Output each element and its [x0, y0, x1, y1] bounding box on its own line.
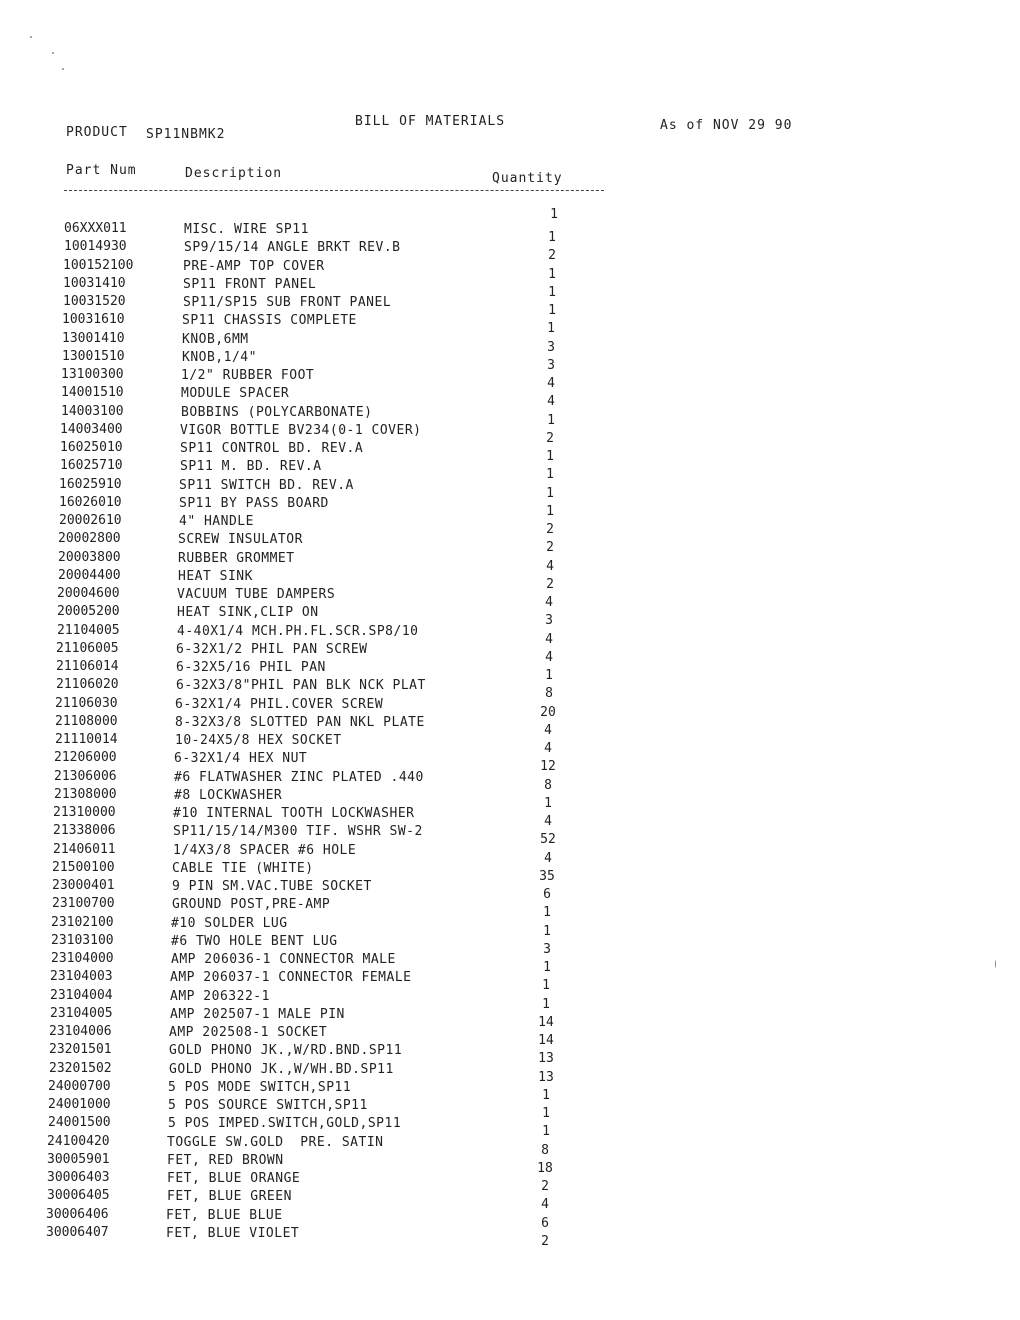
- table-row: [0, 531, 1020, 556]
- part-number-cell: 16025710: [60, 458, 123, 474]
- description-cell: 4" HANDLE: [179, 514, 254, 529]
- table-row: [0, 1188, 1020, 1213]
- table-row: [0, 1133, 1020, 1158]
- table-row: [0, 951, 1020, 975]
- quantity-cell: 18: [537, 1160, 553, 1176]
- quantity-cell: 1: [548, 303, 556, 318]
- table-row: [0, 586, 1020, 610]
- part-number-cell: 23104005: [50, 1005, 113, 1021]
- quantity-cell: 1: [543, 905, 551, 921]
- table-row: [0, 312, 1020, 337]
- description-cell: 6-32X1/2 PHIL PAN SCREW: [176, 641, 368, 657]
- description-cell: 6-32X5/16 PHIL PAN: [176, 660, 326, 675]
- quantity-cell: 1: [542, 1124, 550, 1140]
- table-row: [0, 859, 1020, 884]
- quantity-cell: 4: [544, 814, 552, 829]
- quantity-cell: 52: [540, 832, 556, 848]
- quantity-cell: 8: [545, 686, 553, 702]
- product-code: SP11NBMK2: [146, 127, 226, 142]
- table-row: [0, 732, 1020, 756]
- description-cell: SCREW INSULATOR: [178, 532, 303, 548]
- quantity-cell: 4: [544, 741, 552, 756]
- quantity-cell: 1: [550, 207, 558, 222]
- table-row: [0, 677, 1020, 702]
- table-row: [0, 221, 1020, 245]
- description-cell: #6 TWO HOLE BENT LUG: [171, 933, 338, 949]
- quantity-cell: 1: [546, 467, 554, 483]
- quantity-cell: 1: [543, 960, 551, 975]
- table-row: [0, 476, 1020, 501]
- description-cell: HEAT SINK,CLIP ON: [177, 605, 319, 621]
- part-number-cell: 21106020: [56, 677, 119, 693]
- quantity-cell: 2: [541, 1233, 549, 1249]
- quantity-cell: 4: [541, 1197, 549, 1213]
- description-cell: AMP 202508-1 SOCKET: [169, 1025, 328, 1040]
- table-row: [0, 1115, 1020, 1140]
- table-row: [0, 421, 1020, 446]
- quantity-cell: 4: [547, 394, 555, 410]
- table-row: [0, 385, 1020, 410]
- table-row: [0, 275, 1020, 300]
- part-number-cell: 21406011: [53, 841, 116, 857]
- quantity-cell: 1: [542, 978, 550, 994]
- quantity-cell: 1: [545, 668, 553, 683]
- description-cell: KNOB,1/4": [182, 349, 257, 365]
- table-row: [0, 1151, 1020, 1176]
- table-row: [0, 1206, 1020, 1231]
- description-cell: AMP 202507-1 MALE PIN: [170, 1006, 345, 1022]
- description-cell: TOGGLE SW.GOLD PRE. SATIN: [167, 1134, 384, 1150]
- part-number-cell: 16026010: [59, 494, 122, 510]
- quantity-cell: 2: [546, 430, 554, 446]
- part-number-cell: 21206000: [54, 750, 117, 766]
- description-cell: SP9/15/14 ANGLE BRKT REV.B: [184, 240, 401, 256]
- quantity-cell: 3: [543, 941, 551, 957]
- table-row: [0, 1060, 1020, 1085]
- description-cell: 5 POS SOURCE SWITCH,SP11: [168, 1098, 368, 1113]
- part-number-cell: 24001000: [48, 1097, 111, 1112]
- column-header-part: Part Num: [66, 163, 137, 178]
- quantity-cell: 4: [544, 722, 552, 738]
- quantity-cell: 4: [546, 558, 554, 574]
- quantity-cell: 1: [547, 321, 555, 337]
- quantity-cell: 1: [544, 795, 552, 811]
- quantity-cell: 1: [542, 996, 550, 1012]
- quantity-cell: 4: [544, 850, 552, 866]
- quantity-cell: 14: [538, 1014, 554, 1030]
- description-cell: #10 INTERNAL TOOTH LOCKWASHER: [173, 806, 415, 821]
- table-row: [0, 914, 1020, 939]
- description-cell: 4-40X1/4 MCH.PH.FL.SCR.SP8/10: [177, 623, 419, 639]
- description-cell: GOLD PHONO JK.,W/WH.BD.SP11: [169, 1061, 394, 1077]
- part-number-cell: 21106030: [55, 695, 118, 711]
- description-cell: 5 POS MODE SWITCH,SP11: [168, 1079, 352, 1095]
- table-row: [0, 1078, 1020, 1103]
- scan-speck: [62, 68, 64, 70]
- description-cell: RUBBER GROMMET: [178, 550, 295, 566]
- table-row: [0, 823, 1020, 848]
- part-number-cell: 13001510: [62, 348, 125, 364]
- part-number-cell: 13001410: [62, 330, 125, 346]
- table-row: [0, 330, 1020, 355]
- quantity-cell: 3: [545, 613, 553, 629]
- table-row: [0, 294, 1020, 318]
- table-row: [0, 403, 1020, 428]
- table-row: [0, 513, 1020, 537]
- table-row: [0, 659, 1020, 683]
- part-number-cell: 21308000: [54, 786, 117, 802]
- quantity-cell: 2: [548, 248, 556, 264]
- part-number-cell: 21108000: [55, 713, 118, 729]
- description-cell: VACUUM TUBE DAMPERS: [177, 587, 336, 602]
- description-cell: #8 LOCKWASHER: [174, 787, 283, 803]
- quantity-cell: 1: [546, 485, 554, 501]
- quantity-cell: 1: [548, 266, 556, 282]
- part-number-cell: 14003400: [60, 421, 123, 437]
- quantity-cell: 20: [540, 704, 556, 720]
- part-number-cell: 20002610: [59, 513, 122, 528]
- table-row: [0, 969, 1020, 994]
- quantity-cell: 1: [548, 230, 556, 245]
- description-cell: 8-32X3/8 SLOTTED PAN NKL PLATE: [175, 714, 425, 730]
- part-number-cell: 21500100: [52, 859, 115, 875]
- quantity-cell: 2: [546, 522, 554, 537]
- part-number-cell: 23201502: [49, 1060, 112, 1076]
- part-number-cell: 10031520: [63, 294, 126, 309]
- part-number-cell: 10031410: [63, 275, 126, 291]
- as-of-date: As of NOV 29 90: [660, 118, 793, 133]
- description-cell: FET, BLUE VIOLET: [166, 1225, 300, 1241]
- description-cell: 6-32X1/4 HEX NUT: [174, 751, 308, 767]
- table-row: [0, 768, 1020, 793]
- table-row: [0, 239, 1020, 264]
- description-cell: GOLD PHONO JK.,W/RD.BND.SP11: [169, 1043, 403, 1059]
- quantity-cell: 1: [546, 503, 554, 519]
- description-cell: 5 POS IMPED.SWITCH,GOLD,SP11: [168, 1116, 402, 1132]
- document-title: BILL OF MATERIALS: [355, 114, 506, 129]
- header-rule: [64, 190, 604, 191]
- description-cell: PRE-AMP TOP COVER: [183, 258, 325, 274]
- part-number-cell: 23102100: [51, 914, 114, 930]
- description-cell: #6 FLATWASHER ZINC PLATED .440: [174, 769, 424, 785]
- quantity-cell: 8: [541, 1142, 549, 1158]
- description-cell: AMP 206037-1 CONNECTOR FEMALE: [170, 970, 412, 986]
- table-row: [0, 786, 1020, 811]
- part-number-cell: 100152100: [63, 257, 134, 273]
- table-row: [0, 1042, 1020, 1067]
- part-number-cell: 10014930: [64, 239, 127, 255]
- table-row: [0, 1170, 1020, 1194]
- table-row: [0, 1024, 1020, 1048]
- part-number-cell: 10031610: [62, 312, 125, 328]
- table-row: [0, 750, 1020, 775]
- description-cell: VIGOR BOTTLE BV234(0-1 COVER): [180, 422, 422, 438]
- table-row: [0, 695, 1020, 720]
- part-number-cell: 21306006: [54, 768, 117, 784]
- scan-speck: [30, 36, 32, 38]
- part-number-cell: 13100300: [61, 367, 124, 382]
- quantity-cell: 1: [547, 412, 555, 428]
- part-number-cell: 30005901: [47, 1151, 110, 1167]
- description-cell: CABLE TIE (WHITE): [172, 860, 314, 876]
- quantity-cell: 6: [543, 887, 551, 902]
- part-number-cell: 21104005: [57, 622, 120, 638]
- part-number-cell: 20004400: [58, 567, 121, 583]
- part-number-cell: 30006406: [46, 1206, 109, 1222]
- description-cell: AMP 206322-1: [170, 988, 270, 1004]
- description-cell: 10-24X5/8 HEX SOCKET: [175, 733, 342, 748]
- description-cell: FET, BLUE BLUE: [166, 1207, 283, 1223]
- description-cell: SP11 M. BD. REV.A: [180, 459, 322, 475]
- table-row: [0, 440, 1020, 464]
- table-row: [0, 1097, 1020, 1121]
- part-number-cell: 23100700: [52, 896, 115, 912]
- description-cell: SP11 BY PASS BOARD: [179, 495, 329, 511]
- description-cell: HEAT SINK: [178, 568, 253, 584]
- description-cell: SP11 FRONT PANEL: [183, 276, 317, 292]
- column-header-description: Description: [185, 166, 283, 181]
- description-cell: SP11 SWITCH BD. REV.A: [179, 477, 354, 493]
- part-number-cell: 06XXX011: [64, 221, 127, 236]
- part-number-cell: 16025010: [60, 440, 123, 455]
- part-number-cell: 23103100: [51, 932, 114, 948]
- scan-speck: [52, 52, 54, 54]
- table-row: [0, 1005, 1020, 1030]
- part-number-cell: 21106005: [56, 640, 119, 656]
- part-number-cell: 23104000: [51, 951, 114, 966]
- table-row: [0, 622, 1020, 647]
- description-cell: GROUND POST,PRE-AMP: [172, 897, 331, 913]
- description-cell: SP11 CHASSIS COMPLETE: [182, 313, 357, 329]
- table-row: [0, 549, 1020, 574]
- part-number-cell: 14001510: [61, 385, 124, 401]
- table-row: [0, 367, 1020, 391]
- description-cell: 6-32X1/4 PHIL.COVER SCREW: [175, 696, 384, 712]
- description-cell: MISC. WIRE SP11: [184, 222, 309, 237]
- quantity-cell: 3: [547, 357, 555, 373]
- description-cell: SP11 CONTROL BD. REV.A: [180, 441, 364, 456]
- part-number-cell: 21106014: [56, 659, 119, 674]
- quantity-cell: 4: [545, 631, 553, 647]
- quantity-cell: 6: [541, 1215, 549, 1231]
- part-number-cell: 23104003: [50, 969, 113, 985]
- part-number-cell: 21110014: [55, 732, 118, 747]
- table-row: [0, 1224, 1020, 1249]
- quantity-cell: 2: [541, 1179, 549, 1194]
- part-number-cell: 21310000: [53, 805, 116, 820]
- quantity-cell: 1: [548, 284, 556, 300]
- table-row: [0, 494, 1020, 519]
- part-number-cell: 20004600: [57, 586, 120, 601]
- quantity-cell: 13: [538, 1069, 554, 1085]
- part-number-cell: 23201501: [49, 1042, 112, 1058]
- table-row: [0, 257, 1020, 282]
- quantity-cell: 14: [538, 1033, 554, 1048]
- quantity-cell: 8: [544, 777, 552, 793]
- table-row: [0, 878, 1020, 902]
- table-row: [0, 987, 1020, 1012]
- table-row: [0, 896, 1020, 921]
- part-number-cell: 30006405: [47, 1188, 110, 1204]
- description-cell: 1/4X3/8 SPACER #6 HOLE: [173, 842, 357, 858]
- description-cell: 1/2" RUBBER FOOT: [181, 368, 315, 383]
- description-cell: FET, BLUE ORANGE: [167, 1171, 301, 1186]
- description-cell: MODULE SPACER: [181, 386, 290, 402]
- part-number-cell: 23104006: [49, 1024, 112, 1039]
- quantity-cell: 3: [547, 339, 555, 355]
- table-row: [0, 640, 1020, 665]
- table-row: [0, 458, 1020, 483]
- part-number-cell: 14003100: [61, 403, 124, 419]
- part-number-cell: 24100420: [47, 1133, 110, 1149]
- part-number-cell: 16025910: [59, 476, 122, 492]
- table-row: [0, 604, 1020, 629]
- product-label: PRODUCT: [66, 125, 128, 140]
- description-cell: #10 SOLDER LUG: [171, 915, 288, 931]
- quantity-cell: 1: [543, 923, 551, 939]
- quantity-cell: 4: [545, 649, 553, 665]
- part-number-cell: 24000700: [48, 1078, 111, 1094]
- table-row: [0, 567, 1020, 592]
- part-number-cell: 24001500: [48, 1115, 111, 1131]
- part-number-cell: 30006403: [47, 1170, 110, 1185]
- description-cell: FET, BLUE GREEN: [167, 1189, 292, 1205]
- description-cell: KNOB,6MM: [182, 331, 249, 347]
- description-cell: AMP 206036-1 CONNECTOR MALE: [171, 952, 396, 967]
- part-number-cell: 20003800: [58, 549, 121, 565]
- quantity-cell: 35: [539, 868, 555, 884]
- part-number-cell: 30006407: [46, 1224, 109, 1240]
- table-row: [0, 713, 1020, 738]
- table-row: [0, 841, 1020, 866]
- description-cell: BOBBINS (POLYCARBONATE): [181, 404, 373, 420]
- description-cell: FET, RED BROWN: [167, 1152, 284, 1168]
- part-number-cell: 23104004: [50, 987, 113, 1003]
- part-number-cell: 20005200: [57, 604, 120, 620]
- column-header-quantity: Quantity: [492, 171, 563, 186]
- quantity-cell: 4: [547, 376, 555, 391]
- part-number-cell: 21338006: [53, 823, 116, 839]
- quantity-cell: 1: [546, 449, 554, 464]
- description-cell: 9 PIN SM.VAC.TUBE SOCKET: [172, 879, 372, 894]
- description-cell: SP11/SP15 SUB FRONT PANEL: [183, 295, 392, 310]
- quantity-cell: 1: [542, 1106, 550, 1121]
- quantity-cell: 2: [546, 540, 554, 556]
- quantity-cell: 13: [538, 1051, 554, 1067]
- table-row: [0, 348, 1020, 373]
- quantity-cell: 2: [546, 576, 554, 592]
- quantity-cell: 12: [540, 759, 556, 775]
- part-number-cell: 20002800: [58, 531, 121, 547]
- quantity-cell: 1: [542, 1087, 550, 1103]
- part-number-cell: 23000401: [52, 878, 115, 893]
- quantity-cell: 4: [545, 595, 553, 610]
- table-row: [0, 932, 1020, 957]
- description-cell: 6-32X3/8"PHIL PAN BLK NCK PLAT: [176, 678, 426, 694]
- description-cell: SP11/15/14/M300 TIF. WSHR SW-2: [173, 824, 423, 840]
- table-row: [0, 805, 1020, 829]
